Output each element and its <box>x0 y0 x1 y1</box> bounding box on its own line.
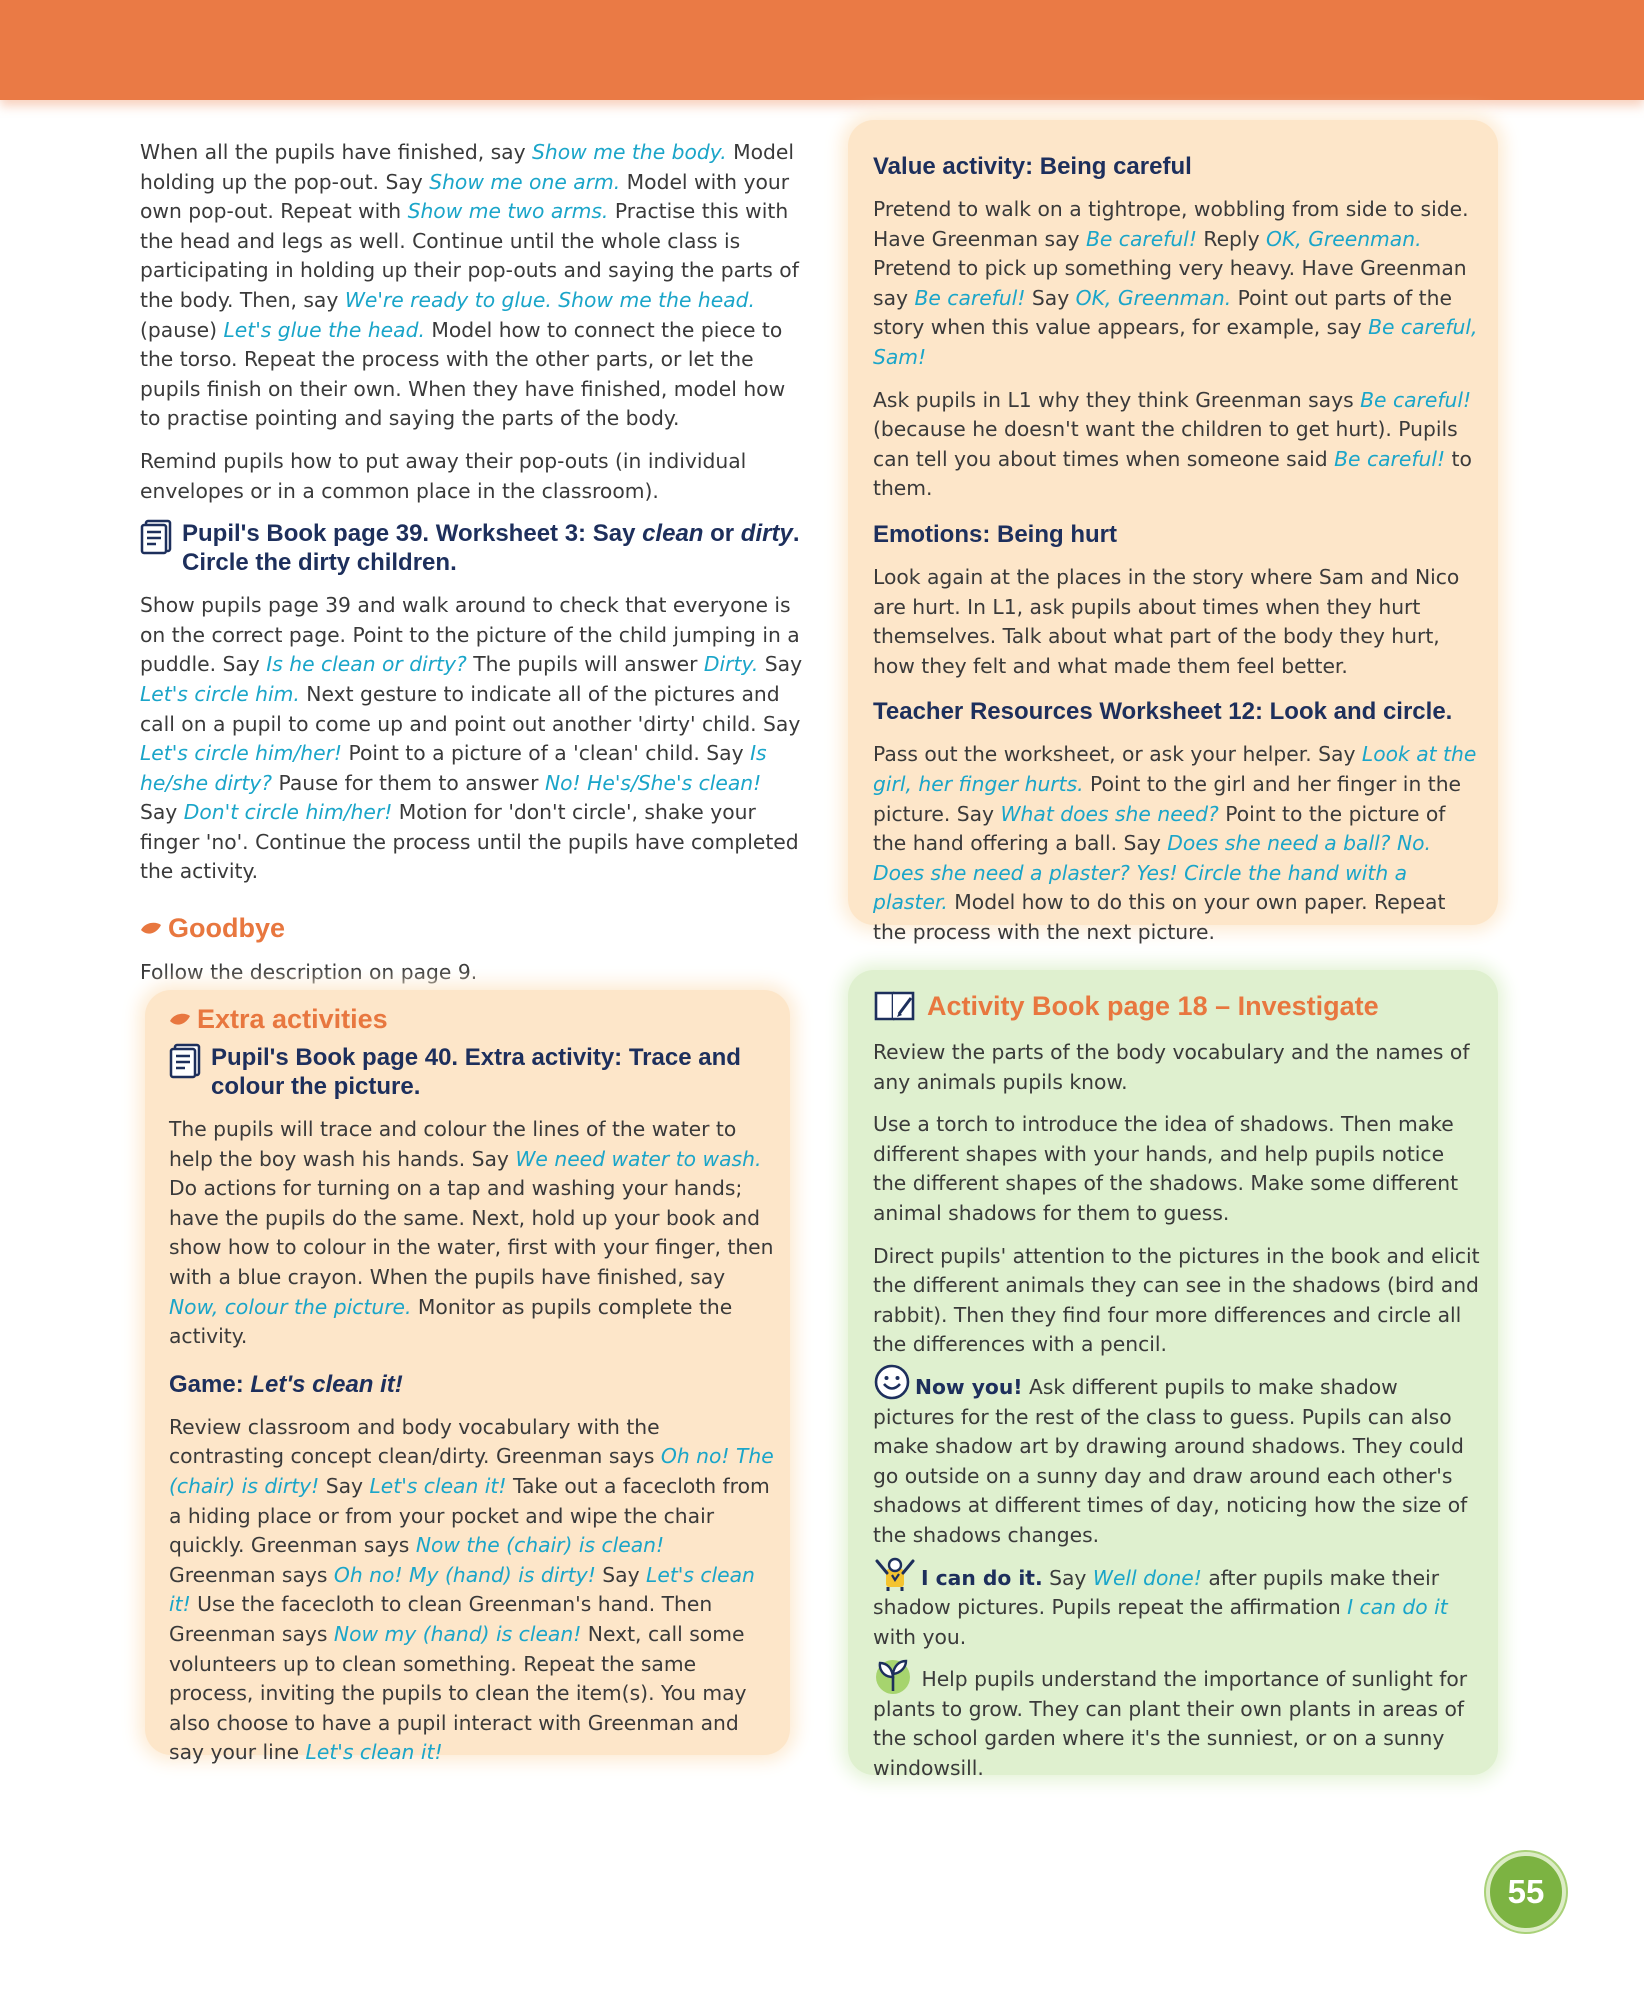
extra-activities-box <box>145 990 790 1765</box>
teacher-phrase: We're ready to glue. Show me the head. <box>344 287 755 312</box>
activity-paragraph-1: Review the parts of the body vocabulary and the names of any animals pupils know. <box>873 1040 1470 1094</box>
teacher-phrase: We need water to wash. <box>515 1146 762 1171</box>
text-run: Say <box>758 652 803 677</box>
text-run: (because he doesn't want the children to get hurt). Pupils can tell you about times when someone said <box>873 417 1458 471</box>
teacher-phrase: Let's clean it! <box>369 1473 507 1498</box>
i-can-do-it-label: I can do it. <box>921 1565 1043 1590</box>
pb40-heading <box>169 1043 775 1101</box>
teacher-phrase: OK, Greenman. <box>1266 226 1422 251</box>
i-can-do-it-paragraph <box>873 1564 1483 1653</box>
text-run: dirty <box>740 520 793 548</box>
teacher-phrase: Let's clean it! <box>305 1740 443 1765</box>
plant-text: Help pupils understand the importance of sunlight for plants to grow. They can plant their own plants in areas of the school garden where it's the sunniest, or on a sunny windowsill. <box>873 1667 1468 1781</box>
teacher-phrase: Let's clean it! <box>169 1562 755 1617</box>
emotions-heading: Emotions: Being hurt <box>873 520 1117 548</box>
text-run: Practise this with the head and legs as well. Continue until the whole class is participating in holding up their pop-outs and saying the parts of the body. Then, say <box>140 199 799 312</box>
text-run: Show pupils page 39 and walk around to check that everyone is on the correct page. Point to the picture of the child jumping in a puddle. Say <box>140 593 800 677</box>
text-run: Point out parts of the story when this value appears, for example, say <box>873 285 1452 340</box>
teacher-phrase: What does she need? <box>1000 801 1219 826</box>
text-run: Reply <box>1196 226 1267 251</box>
value-activity-box <box>848 120 1498 944</box>
plant-paragraph <box>873 1665 1483 1783</box>
teacher-phrase: Does she need a ball? No. Does she need a plaster? Yes! Circle the hand with a plaster. <box>873 831 1431 915</box>
text-run: Pause for them to answer <box>272 770 545 795</box>
text-run: Point to a picture of a 'clean' child. Say <box>342 741 751 766</box>
text-run: Model how to do this on your own paper. Repeat the process with the next picture. <box>873 890 1446 944</box>
teacher-phrase: Well done! <box>1092 1565 1202 1590</box>
now-you-label: Now you! <box>915 1374 1023 1399</box>
teacher-phrase: Be careful! <box>1360 387 1472 412</box>
text-run: Say <box>1042 1565 1093 1590</box>
goodbye-heading <box>140 913 805 944</box>
text-run: Next gesture to indicate all of the pictures and call on a pupil to come up and point out another 'dirty' child. Say <box>140 681 801 736</box>
text-run: or <box>703 520 741 548</box>
text-run: Use the facecloth to clean Greenman's hand. Then Greenman says <box>169 1592 713 1646</box>
teacher-phrase: Let's glue the head. <box>223 317 425 342</box>
teacher-phrase: No! He's/She's clean! <box>544 770 762 795</box>
text-run: Model with your own pop-out. Repeat with <box>140 169 790 224</box>
text-run: Take out a facecloth from a hiding place or from your pocket and wipe the chair quickly. Greenman says <box>169 1473 770 1558</box>
teacher-phrase: Let's circle him. <box>140 681 300 706</box>
text-run: Point to the girl and her finger in the picture. Say <box>873 771 1462 826</box>
goodbye-text: Follow the description on page 9. <box>140 960 478 985</box>
text-run: Say <box>595 1562 647 1587</box>
teacher-phrase: Dirty. <box>703 652 759 677</box>
game-heading <box>169 1370 775 1399</box>
text-run: Next, call some volunteers up to clean something. Repeat the same process, inviting the pupils to clean the item(s). You may also choose to have a pupil interact with Greenman and say your line <box>169 1621 747 1765</box>
page-number: 55 <box>1486 1852 1566 1932</box>
teacher-phrase: Is he/she dirty? <box>140 741 767 795</box>
trw-paragraph <box>873 740 1481 947</box>
teacher-phrase: Show me two arms. <box>407 199 609 224</box>
book-icon <box>169 1043 203 1079</box>
teacher-phrase: Oh no! My (hand) is dirty! <box>333 1562 596 1587</box>
worksheet3-heading-text <box>182 519 805 577</box>
teacher-phrase: OK, Greenman. <box>1075 285 1232 310</box>
text-run: with you. <box>873 1624 967 1649</box>
teacher-phrase: Oh no! The (chair) is dirty! <box>169 1444 774 1498</box>
now-you-paragraph <box>873 1373 1483 1551</box>
teacher-phrase: Now, colour the picture. <box>169 1294 412 1319</box>
text-run: Greenman says <box>169 1562 334 1587</box>
smiley-icon <box>873 1363 911 1401</box>
text-run: Motion for 'don't circle', shake your finger 'no'. Continue the process until the pupils have completed the activity. <box>140 800 799 884</box>
text-run: When all the pupils have finished, say <box>140 140 533 164</box>
text-run: Pass out the worksheet, or ask your helper. Say <box>873 742 1362 767</box>
text-run: Model holding up the pop-out. Say <box>140 140 794 194</box>
teacher-phrase: Show me the body. <box>532 140 727 164</box>
teacher-phrase: Is he clean or dirty? <box>266 652 467 677</box>
teacher-phrase: Be careful! <box>914 285 1026 310</box>
pb40-paragraph <box>169 1115 775 1352</box>
text-run: Ask pupils in L1 why they think Greenman says <box>873 387 1361 412</box>
text-run: Review classroom and body vocabulary with the contrasting concept clean/dirty. Greenman says <box>169 1414 661 1469</box>
goodbye-heading-text: Goodbye <box>168 913 286 944</box>
intro-paragraph <box>140 138 805 434</box>
book-icon <box>140 519 174 555</box>
text-run: Point to the picture of the hand offering a ball. Say <box>873 801 1446 856</box>
text-run: The pupils will answer <box>466 652 704 677</box>
text-run: Pupil's Book page 39. Worksheet 3: Say <box>182 520 643 548</box>
teacher-phrase: Now my (hand) is clean! <box>333 1621 582 1646</box>
now-you-text: Ask different pupils to make shadow pictures for the rest of the class to guess. Pupils can also make shadow art by drawing around shadows. They could go outside on a sunny day and draw around each other's shadows at different times of day, noticing how the size of the shadows changes. <box>873 1374 1468 1547</box>
leaf-icon <box>169 1012 191 1028</box>
activity-paragraph-2: Use a torch to introduce the idea of shadows. Then make different shapes with your hands, and help pupils notice the different shapes of the shadows. Make some different animal shadows for them to guess. <box>873 1112 1459 1225</box>
teacher-phrase: Be careful, Sam! <box>873 315 1478 369</box>
teacher-phrase: Look at the girl, her finger hurts. <box>873 742 1477 796</box>
pb40-heading-text: Pupil's Book page 40. Extra activity: Trace and colour the picture. <box>211 1044 741 1100</box>
leaf-icon <box>140 921 162 937</box>
activity-book-heading <box>873 988 1483 1024</box>
trw-heading: Teacher Resources Worksheet 12: Look and circle. <box>873 698 1453 726</box>
teacher-phrase: Be careful! <box>1334 446 1446 471</box>
text-run: Say <box>140 800 184 825</box>
teacher-phrase: Let's circle him/her! <box>140 741 343 766</box>
text-run: Do actions for turning on a tap and washing your hands; have the pupils do the same. Next, hold up your book and show how to colour in the water, first with your finger, then with a blue crayon. When the pupils have finished, say <box>169 1176 774 1289</box>
value-paragraph-2 <box>873 386 1481 504</box>
text-run: to them. <box>873 446 1472 501</box>
cheering-child-icon <box>873 1557 917 1593</box>
extra-activities-heading <box>169 1004 775 1035</box>
emotions-paragraph: Look again at the places in the story where Sam and Nico are hurt. In L1, ask pupils about times when they hurt themselves. Talk about what part of the body they hurt, how they felt and what made them feel better. <box>873 564 1460 678</box>
text-run: after pupils make their shadow pictures. Pupils repeat the affirmation <box>873 1565 1440 1620</box>
text-run: Pretend to walk on a tightrope, wobbling from side to side. Have Greenman say <box>873 197 1469 251</box>
text-run: clean <box>642 520 704 548</box>
teacher-phrase: Now the (chair) is clean! <box>415 1533 665 1558</box>
text-run: Model how to connect the piece to the torso. Repeat the process with the other parts, or let the pupils finish on their own. When they have finished, model how to practise pointing and saying the parts of the body. <box>140 317 786 431</box>
open-book-icon <box>873 988 917 1024</box>
value-paragraph-1 <box>873 195 1481 373</box>
text-run: Game: <box>169 1370 251 1398</box>
teacher-phrase: I can do it <box>1347 1595 1448 1620</box>
teacher-phrase: Show me one arm. <box>429 169 621 194</box>
activity-paragraph-3: Direct pupils' attention to the pictures in the book and elicit the different animals they can see in the shadows (bird and rabbit). Then they find four more differences and circle all the differences with a pencil. <box>873 1243 1480 1357</box>
top-banner <box>0 0 1644 100</box>
game-paragraph <box>169 1413 775 1768</box>
worksheet3-heading <box>140 519 805 577</box>
text-run: Monitor as pupils complete the activity. <box>169 1294 733 1349</box>
text-run: The pupils will trace and colour the lines of the water to help the boy wash his hands. Say <box>169 1117 737 1171</box>
value-heading: Value activity: Being careful <box>873 153 1192 180</box>
activity-book-heading-text: Activity Book page 18 – Investigate <box>927 990 1379 1021</box>
text-run: . Circle the dirty children. <box>182 520 800 577</box>
text-run: Say <box>319 1473 370 1498</box>
worksheet3-paragraph <box>140 591 805 887</box>
extra-activities-heading-text: Extra activities <box>197 1004 388 1034</box>
reminder-paragraph: Remind pupils how to put away their pop-outs (in individual envelopes or in a common place in the classroom). <box>140 448 747 503</box>
teacher-phrase: Be careful! <box>1085 226 1197 251</box>
text-run: Say <box>1025 285 1076 310</box>
text-run: Let's clean it! <box>250 1370 403 1398</box>
text-run: (pause) <box>140 317 224 342</box>
teacher-phrase: Don't circle him/her! <box>183 800 393 825</box>
plant-icon <box>873 1657 913 1695</box>
activity-book-box <box>848 970 1498 1781</box>
text-run: Pretend to pick up something very heavy. Have Greenman say <box>873 256 1467 310</box>
left-column <box>140 138 805 1001</box>
